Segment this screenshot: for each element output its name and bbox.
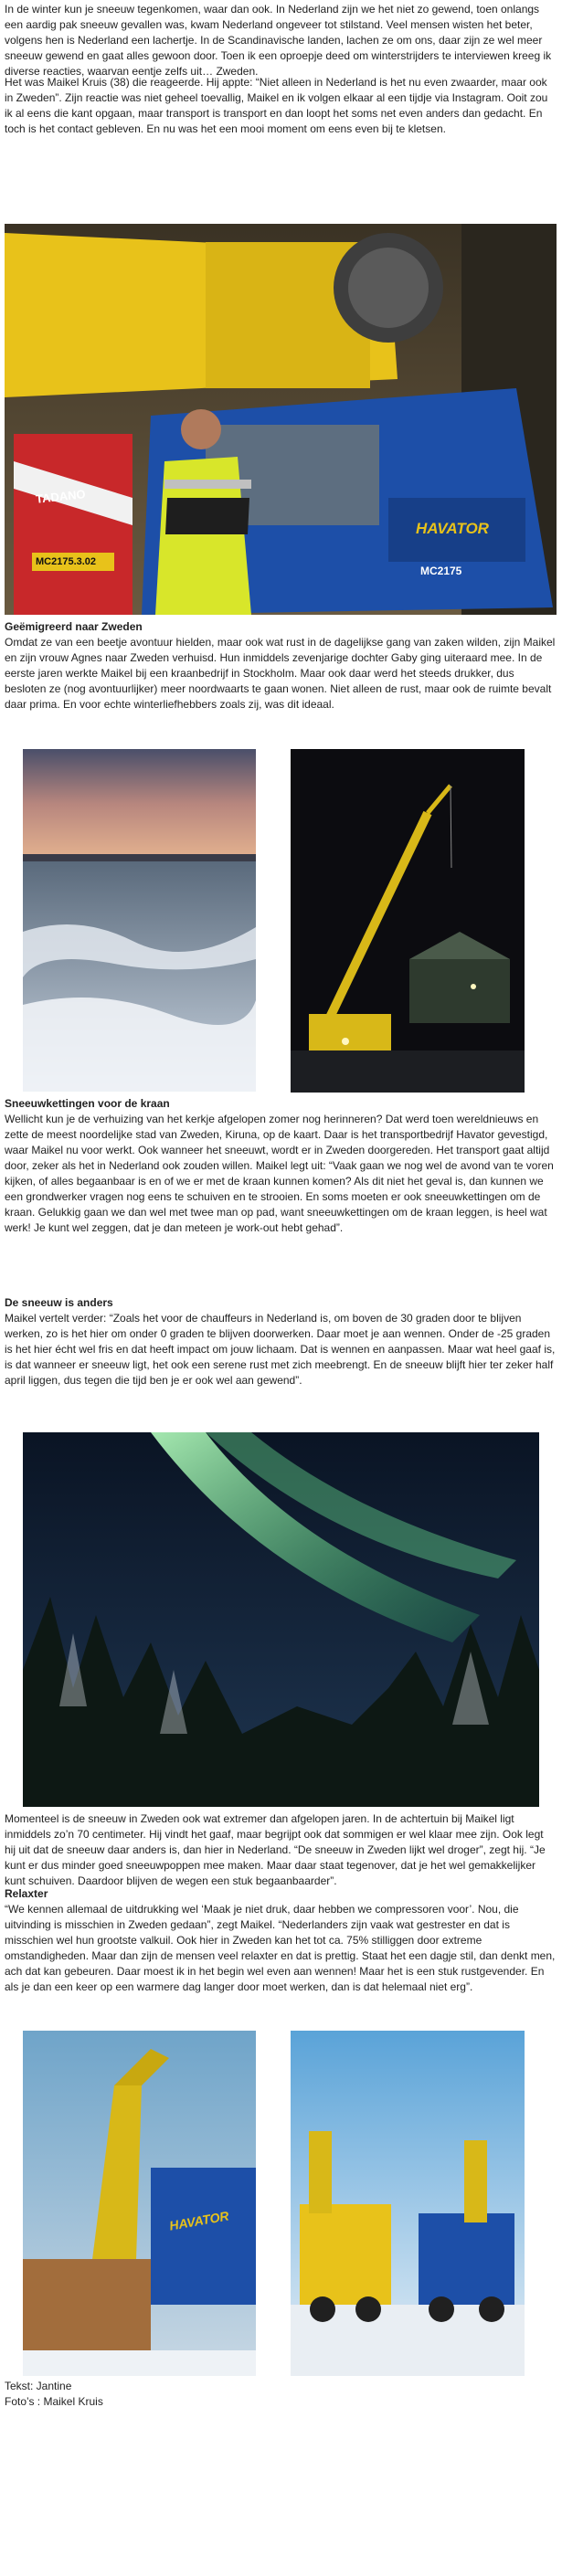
- photo-northern-lights: [23, 1432, 539, 1807]
- crane-company-label: HAVATOR: [416, 520, 489, 537]
- second-paragraph: Het was Maikel Kruis (38) die reageerde. Hij appte: “Niet alleen in Nederland is het nu even zwaarder, maar ook in Zweden”. Zijn reactie was niet geheel toevallig, Maikel en ik volgen elkaar al een tijdje via Instagram. Ooit zou ik al eens die kant opgaan, maar transport is transport en dan loopt het soms net even anders dan gedacht. En toch is het contact gebleven. En nu was het een mooi moment om eens even bij te kletsen.: [5, 76, 548, 135]
- section-text-snow-different-2: Momenteel is de sneeuw in Zweden ook wat extremer dan afgelopen jaren. In de achtertuin bij Maikel ligt inmiddels zo’n 70 centimeter. Hij vindt het gaaf, maar begrijpt ook dat sommigen er wel klaar mee zijn. Ook legt hij uit dat de sneeuw daar anders is, dan hier in Nederland. “De sneeuw in Zweden lijkt wel droger”, zegt hij. “Je kunt er dus minder goed sneeuwpoppen mee maken. Maar daar staat tegenover, dat je het wel gemakkelijker kunt schuiven. Daardoor blijven de wegen een stuk begaanbaarder”.: [5, 1812, 546, 1887]
- photo-frozen-lake: [23, 749, 256, 1092]
- intro-paragraph: In de winter kun je sneeuw tegenkomen, waar dan ook. In Nederland zijn we het niet zo gewend, toen onlangs een aardig pak sneeuw gevallen was, kwam Nederland ongeveer tot stilstand. Veel mensen wisten het beter, volgens hen is Nederland een lachertje. In de Scandinavische landen, lachen ze om ons, daar zijn ze wel meer sneeuw gewend en gaat alles gewoon door. Toen ik een oproepje deed om winterstrijders te interviewen kreeg ik diverse reacties, waarvan eentje zelfs uit… Zweden.: [5, 3, 552, 78]
- photo-operator-with-crane: [5, 224, 557, 615]
- photo-crane-tower: [23, 2031, 256, 2376]
- photo-two-cranes: [291, 2031, 525, 2376]
- crane-plate-label: MC2175.3.02: [36, 556, 97, 567]
- section-text-emigrated: Omdat ze van een beetje avontuur hielden, maar ook wat rust in de dagelijkse gang van zaken wilden, zijn Maikel en zijn vrouw Agnes naar Zweden verhuisd. Hun inmiddels zevenjarige dochter Gaby ging uiteraard mee. In de eerste jaren werkte Maikel bij een kraanbedrijf in Stockholm. Maar ook daar werd het steeds drukker, dus besloten ze (nog avontuurlijker) meer noordwaarts te gaan wonen. Niet alleen de rust, maar ook de ruimte bevalt daar prima. En voor echte winterliefhebbers zoals zij, was dit ideaal.: [5, 636, 556, 711]
- credit-text: Tekst: Jantine: [5, 2380, 72, 2392]
- credit-photos: Foto’s : Maikel Kruis: [5, 2395, 103, 2408]
- crane-model-label: MC2175: [420, 565, 462, 577]
- crane-brand-label: TADANO: [35, 487, 87, 506]
- section-heading-emigrated: Geëmigreerd naar Zweden: [5, 620, 143, 633]
- section-heading-snow-different: De sneeuw is anders: [5, 1296, 113, 1309]
- crane-tower-company-label: HAVATOR: [168, 2208, 230, 2233]
- section-text-snow-different: Maikel vertelt verder: “Zoals het voor de chauffeurs in Nederland is, om boven de 30 graden door te blijven werken, zo is het hier om onder 0 graden te blijven doorwerken. Daar moet je aan wennen. Onder de -25 graden is het hier écht wel fris en dat heeft impact om jouw lichaam. Dat is wennen en aanpassen. Maar wat heel gaaf is, is dat wanneer er sneeuw ligt, het ook een serene rust met zich meebrengt. En de sneeuw blijft hier ter zeker half april liggen, dus tegen die tijd ben je er ook wel aan gewend”.: [5, 1312, 556, 1387]
- section-heading-relaxter: Relaxter: [5, 1887, 48, 1900]
- photo-crane-at-night: [291, 749, 525, 1093]
- section-text-snowchains: Wellicht kun je de verhuizing van het kerkje afgelopen zomer nog herinneren? Dat werd toen wereldnieuws en zette de meest noordelijke stad van Zweden, Kiruna, op de kaart. Daar is het transportbedrijf Havator gevestigd, waar Maikel nu voor werkt. Ook wanneer het sneeuwt, wordt er in Zweden doorgereden. Het transport gaat altijd door, zeker als het in Nederland ook zouden willen. Maikel legt uit: “Vaak gaan we nog wel de avond van te voren kijken, of alles begaanbaar is en of we er met de kraan kunnen komen? Als dit niet het geval is, dan kunnen we een grondwerker vragen nog eens te schuiven en te strooien. En soms moeten er ook sneeuwkettingen om de kraan. Gelukkig gaan we dan wel met twee man op pad, want sneeuwkettingen om de kraan leggen, is heel wat werk! Je kunt wel zeggen, dat je dan meteen je work-out hebt gehad”.: [5, 1113, 554, 1234]
- section-text-relaxter: “We kennen allemaal de uitdrukking wel ‘Maak je niet druk, daar hebben we compressoren voor’. Nou, die uitvinding is misschien in Zweden gedaan”, zegt Maikel. “Nederlanders zijn vaak wat gestrester en dat is misschien wel hun grootste valkuil. Ook hier in Zweden kan het tot ca. 75% stilliggen door extreme omstandigheden. Maar dan zijn de mensen veel relaxter en dat is prettig. Staat het een dagje stil, dan denkt men, ach dat kan gebeuren. Daar moest ik in het begin wel even aan wennen! Maar het is een stuk rustgevender. En als je dan een keer op een warmere dag langer door moet werken, dan is dat helemaal niet erg”.: [5, 1903, 556, 1993]
- section-heading-snowchains: Sneeuwkettingen voor de kraan: [5, 1097, 170, 1110]
